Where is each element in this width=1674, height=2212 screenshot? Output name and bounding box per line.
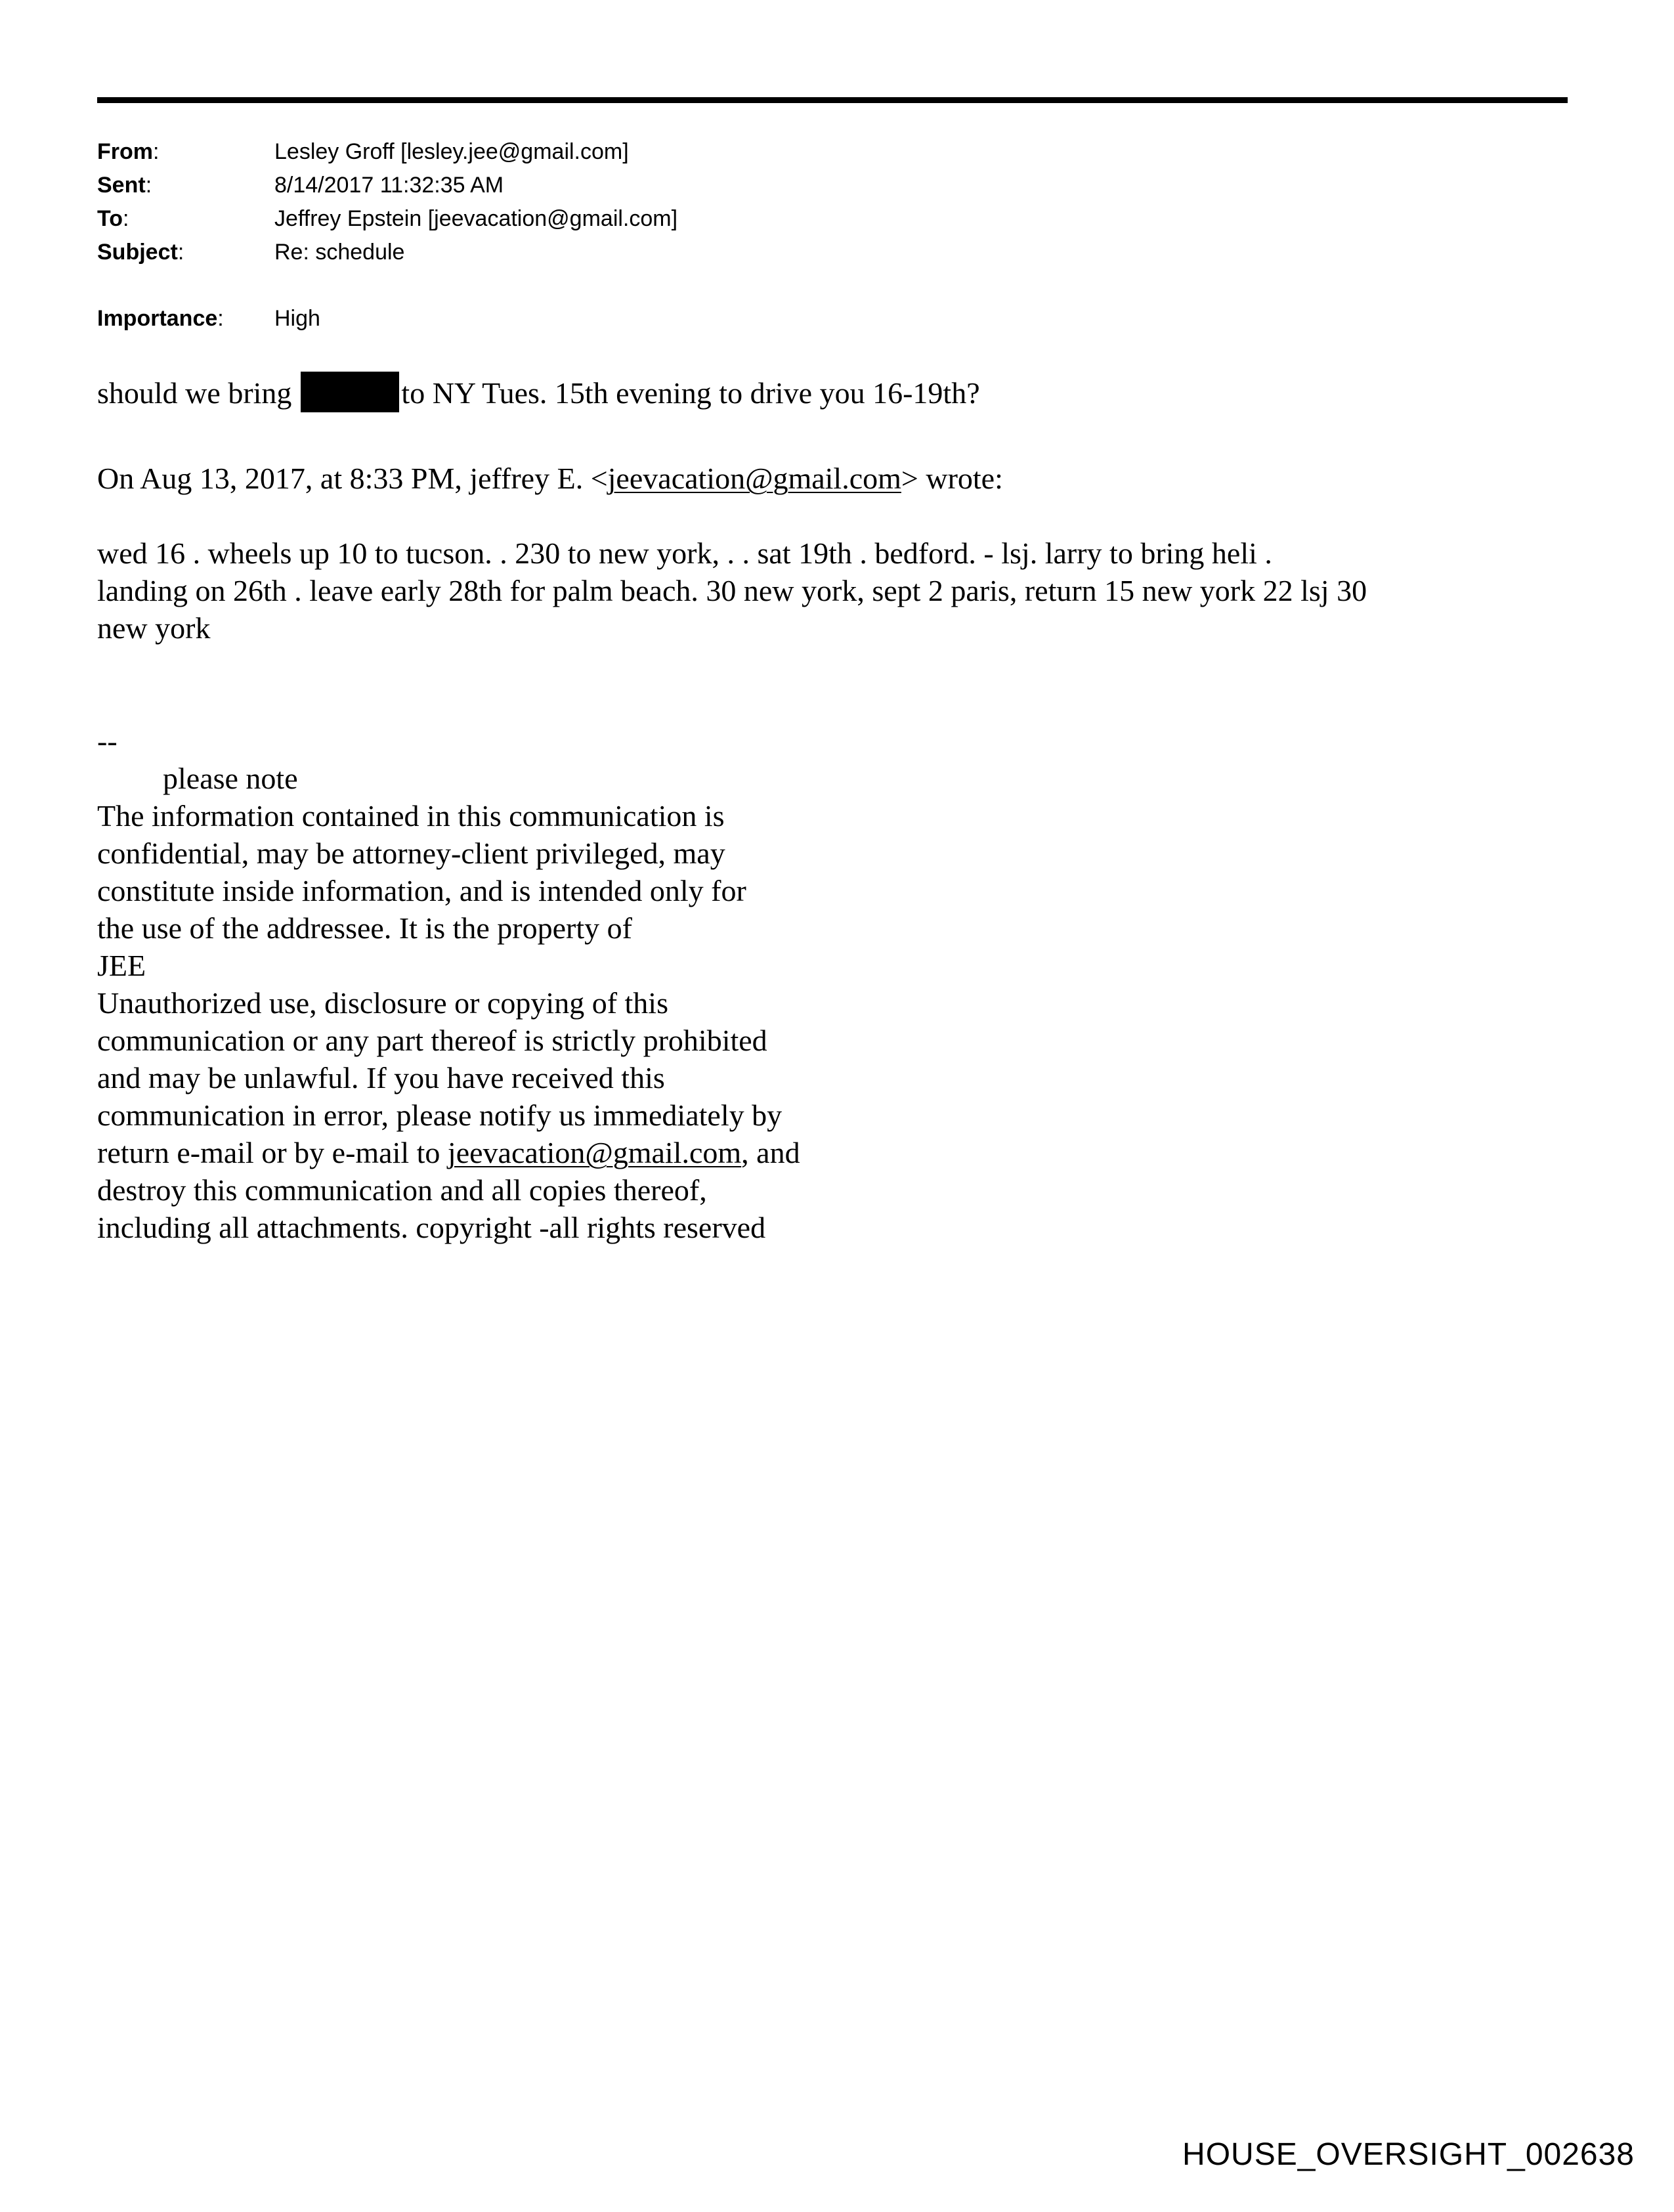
subject-row bbox=[97, 236, 677, 269]
disclaimer-line: communication or any part thereof is strictly prohibited bbox=[97, 1024, 767, 1057]
reply-message bbox=[97, 372, 980, 412]
reply-text-before: should we bring bbox=[97, 376, 292, 410]
importance-row bbox=[97, 302, 677, 336]
from-row bbox=[97, 135, 677, 169]
disclaimer-line: constitute inside information, and is intended only for bbox=[97, 874, 746, 907]
sent-label: Sent: bbox=[97, 173, 152, 198]
quoted-email-link[interactable]: jeevacation@gmail.com bbox=[607, 462, 901, 495]
to-value: Jeffrey Epstein [jeevacation@gmail.com] bbox=[274, 206, 678, 231]
disclaimer-line: including all attachments. copyright -all rights reserved bbox=[97, 1211, 766, 1244]
return-text-after: , and bbox=[741, 1136, 800, 1169]
header-rule bbox=[97, 97, 1568, 103]
sent-row bbox=[97, 169, 677, 202]
quoted-intro-after: > wrote: bbox=[901, 462, 1003, 495]
confidentiality-disclaimer bbox=[97, 760, 800, 1246]
please-note: please note bbox=[163, 762, 298, 795]
disclaimer-line: Unauthorized use, disclosure or copying of this bbox=[97, 986, 668, 1020]
disclaimer-line: and may be unlawful. If you have received this bbox=[97, 1061, 665, 1095]
email-header bbox=[97, 135, 677, 336]
quoted-intro-before: On Aug 13, 2017, at 8:33 PM, jeffrey E. < bbox=[97, 462, 608, 495]
signature-separator: -- bbox=[97, 724, 118, 758]
disclaimer-line: destroy this communication and all copies thereof, bbox=[97, 1173, 707, 1207]
schedule-line: landing on 26th . leave early 28th for palm beach. 30 new york, sept 2 paris, return 15 new york 22 lsj 30 bbox=[97, 574, 1367, 607]
disclaimer-line: the use of the addressee. It is the property of bbox=[97, 911, 632, 945]
schedule-line: new york bbox=[97, 611, 211, 645]
disclaimer-return-line bbox=[97, 1134, 800, 1171]
return-email-link[interactable]: jeevacation@gmail.com bbox=[447, 1136, 742, 1169]
schedule-line: wed 16 . wheels up 10 to tucson. . 230 to new york, . . sat 19th . bedford. - lsj. larry to bring heli . bbox=[97, 536, 1272, 570]
to-row bbox=[97, 202, 677, 236]
from-label: From: bbox=[97, 139, 160, 164]
disclaimer-line: JEE bbox=[97, 949, 146, 982]
subject-label: Subject: bbox=[97, 240, 184, 265]
disclaimer-line: communication in error, please notify us immediately by bbox=[97, 1098, 783, 1132]
disclaimer-line: confidential, may be attorney-client privileged, may bbox=[97, 836, 725, 870]
quoted-schedule bbox=[97, 534, 1574, 647]
return-text-before: return e-mail or by e-mail to bbox=[97, 1136, 448, 1169]
bates-number: HOUSE_OVERSIGHT_002638 bbox=[1182, 2137, 1635, 2172]
subject-value: Re: schedule bbox=[274, 240, 405, 265]
sent-value: 8/14/2017 11:32:35 AM bbox=[274, 173, 504, 198]
from-value: Lesley Groff [lesley.jee@gmail.com] bbox=[274, 139, 629, 164]
quoted-intro bbox=[97, 460, 1003, 497]
reply-text-after: to NY Tues. 15th evening to drive you 16-19th? bbox=[401, 376, 980, 410]
to-label: To: bbox=[97, 206, 129, 231]
redaction-block bbox=[301, 372, 399, 412]
importance-value: High bbox=[274, 306, 320, 331]
importance-label: Importance: bbox=[97, 306, 224, 331]
disclaimer-line: The information contained in this communication is bbox=[97, 799, 725, 833]
